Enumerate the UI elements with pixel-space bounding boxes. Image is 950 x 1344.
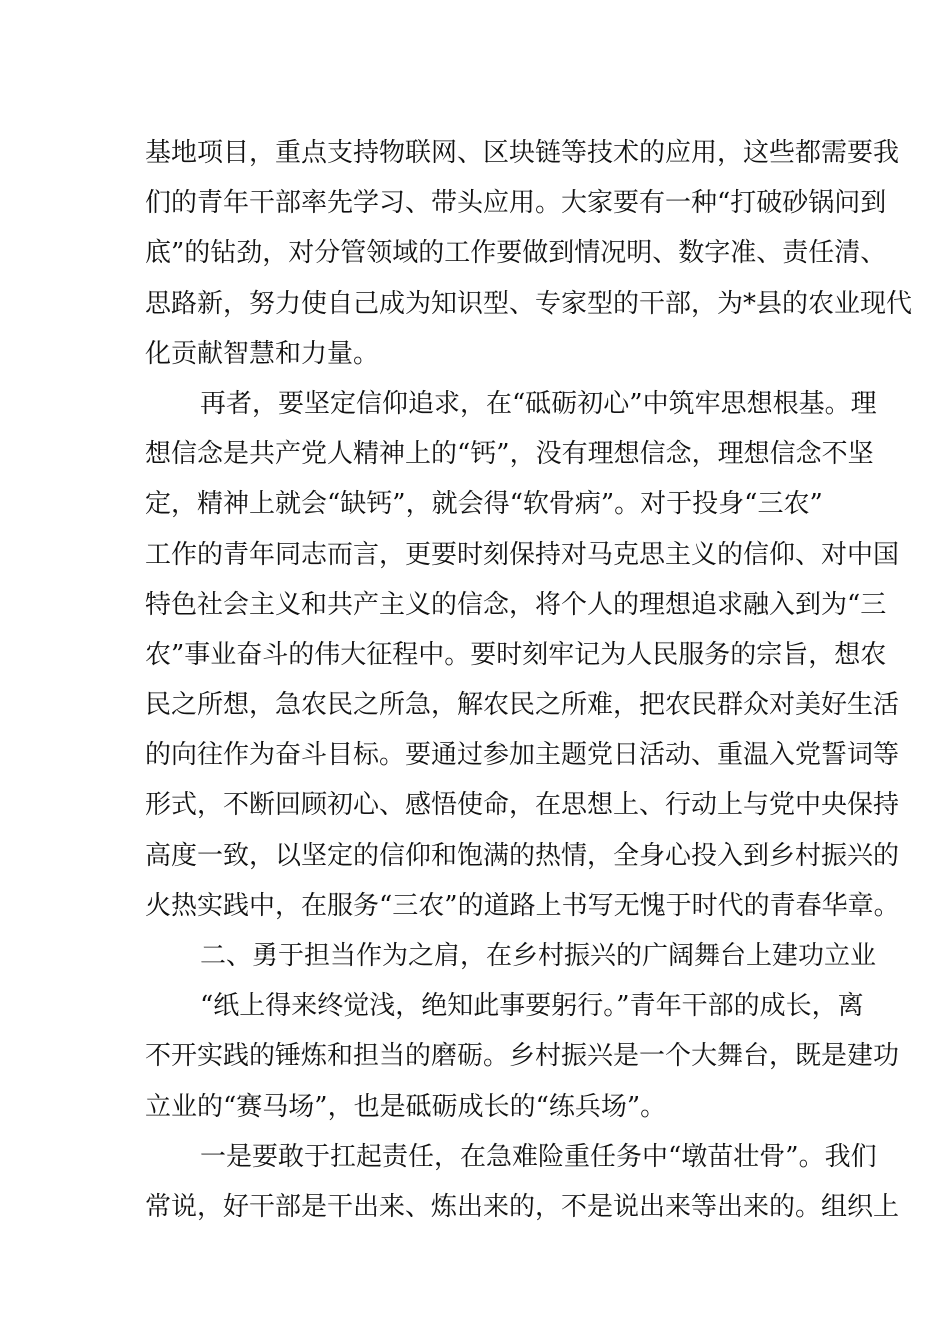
text-line: 不开实践的锤炼和担当的磨砺。乡村振兴是一个大舞台，既是建功: [145, 1041, 900, 1072]
text-line: 高度一致，以坚定的信仰和饱满的热情，全身心投入到乡村振兴的: [145, 840, 900, 871]
text-line: 底”的钻劲，对分管领域的工作要做到情况明、数字准、责任清、: [145, 238, 887, 269]
text-line: 常说，好干部是干出来、炼出来的，不是说出来等出来的。组织上: [145, 1191, 900, 1222]
text-line: “纸上得来终觉浅，绝知此事要躬行。”青年干部的成长，离: [200, 991, 864, 1022]
text-line: 想信念是共产党人精神上的“钙”，没有理想信念，理想信念不坚: [145, 439, 874, 470]
text-line: 思路新，努力使自己成为知识型、专家型的干部，为*县的农业现代: [145, 288, 913, 319]
text-line: 基地项目，重点支持物联网、区块链等技术的应用，这些都需要我: [145, 138, 900, 168]
text-line: 们的青年干部率先学习、带头应用。大家要有一种“打破砂锅问到: [145, 188, 887, 219]
text-line: 民之所想，急农民之所急，解农民之所难，把农民群众对美好生活: [145, 690, 900, 721]
text-line: 火热实践中，在服务“三农”的道路上书写无愧于时代的青春华章。: [145, 890, 900, 921]
text-line: 的向往作为奋斗目标。要通过参加主题党日活动、重温入党誓词等: [145, 740, 900, 771]
text-line: 再者，要坚定信仰追求，在“砥砺初心”中筑牢思想根基。理: [200, 388, 877, 419]
text-line: 形式，不断回顾初心、感悟使命，在思想上、行动上与党中央保持: [145, 790, 900, 821]
document-body: [145, 128, 913, 1232]
section-heading: 二、勇于担当作为之肩，在乡村振兴的广阔舞台上建功立业: [200, 941, 877, 971]
text-line: 化贡献智慧和力量。: [145, 338, 380, 369]
text-line: 立业的“赛马场”，也是砥砺成长的“练兵场”。: [145, 1091, 667, 1122]
text-line: 一是要敢于扛起责任，在急难险重任务中“墩苗壮骨”。我们: [200, 1141, 877, 1172]
text-line: 特色社会主义和共产主义的信念，将个人的理想追求融入到为“三: [145, 589, 887, 620]
text-line: 定，精神上就会“缺钙”，就会得“软骨病”。对于投身“三农”: [145, 489, 823, 520]
text-line: 农”事业奋斗的伟大征程中。要时刻牢记为人民服务的宗旨，想农: [145, 639, 887, 670]
text-line: 工作的青年同志而言，更要时刻保持对马克思主义的信仰、对中国: [145, 539, 900, 570]
